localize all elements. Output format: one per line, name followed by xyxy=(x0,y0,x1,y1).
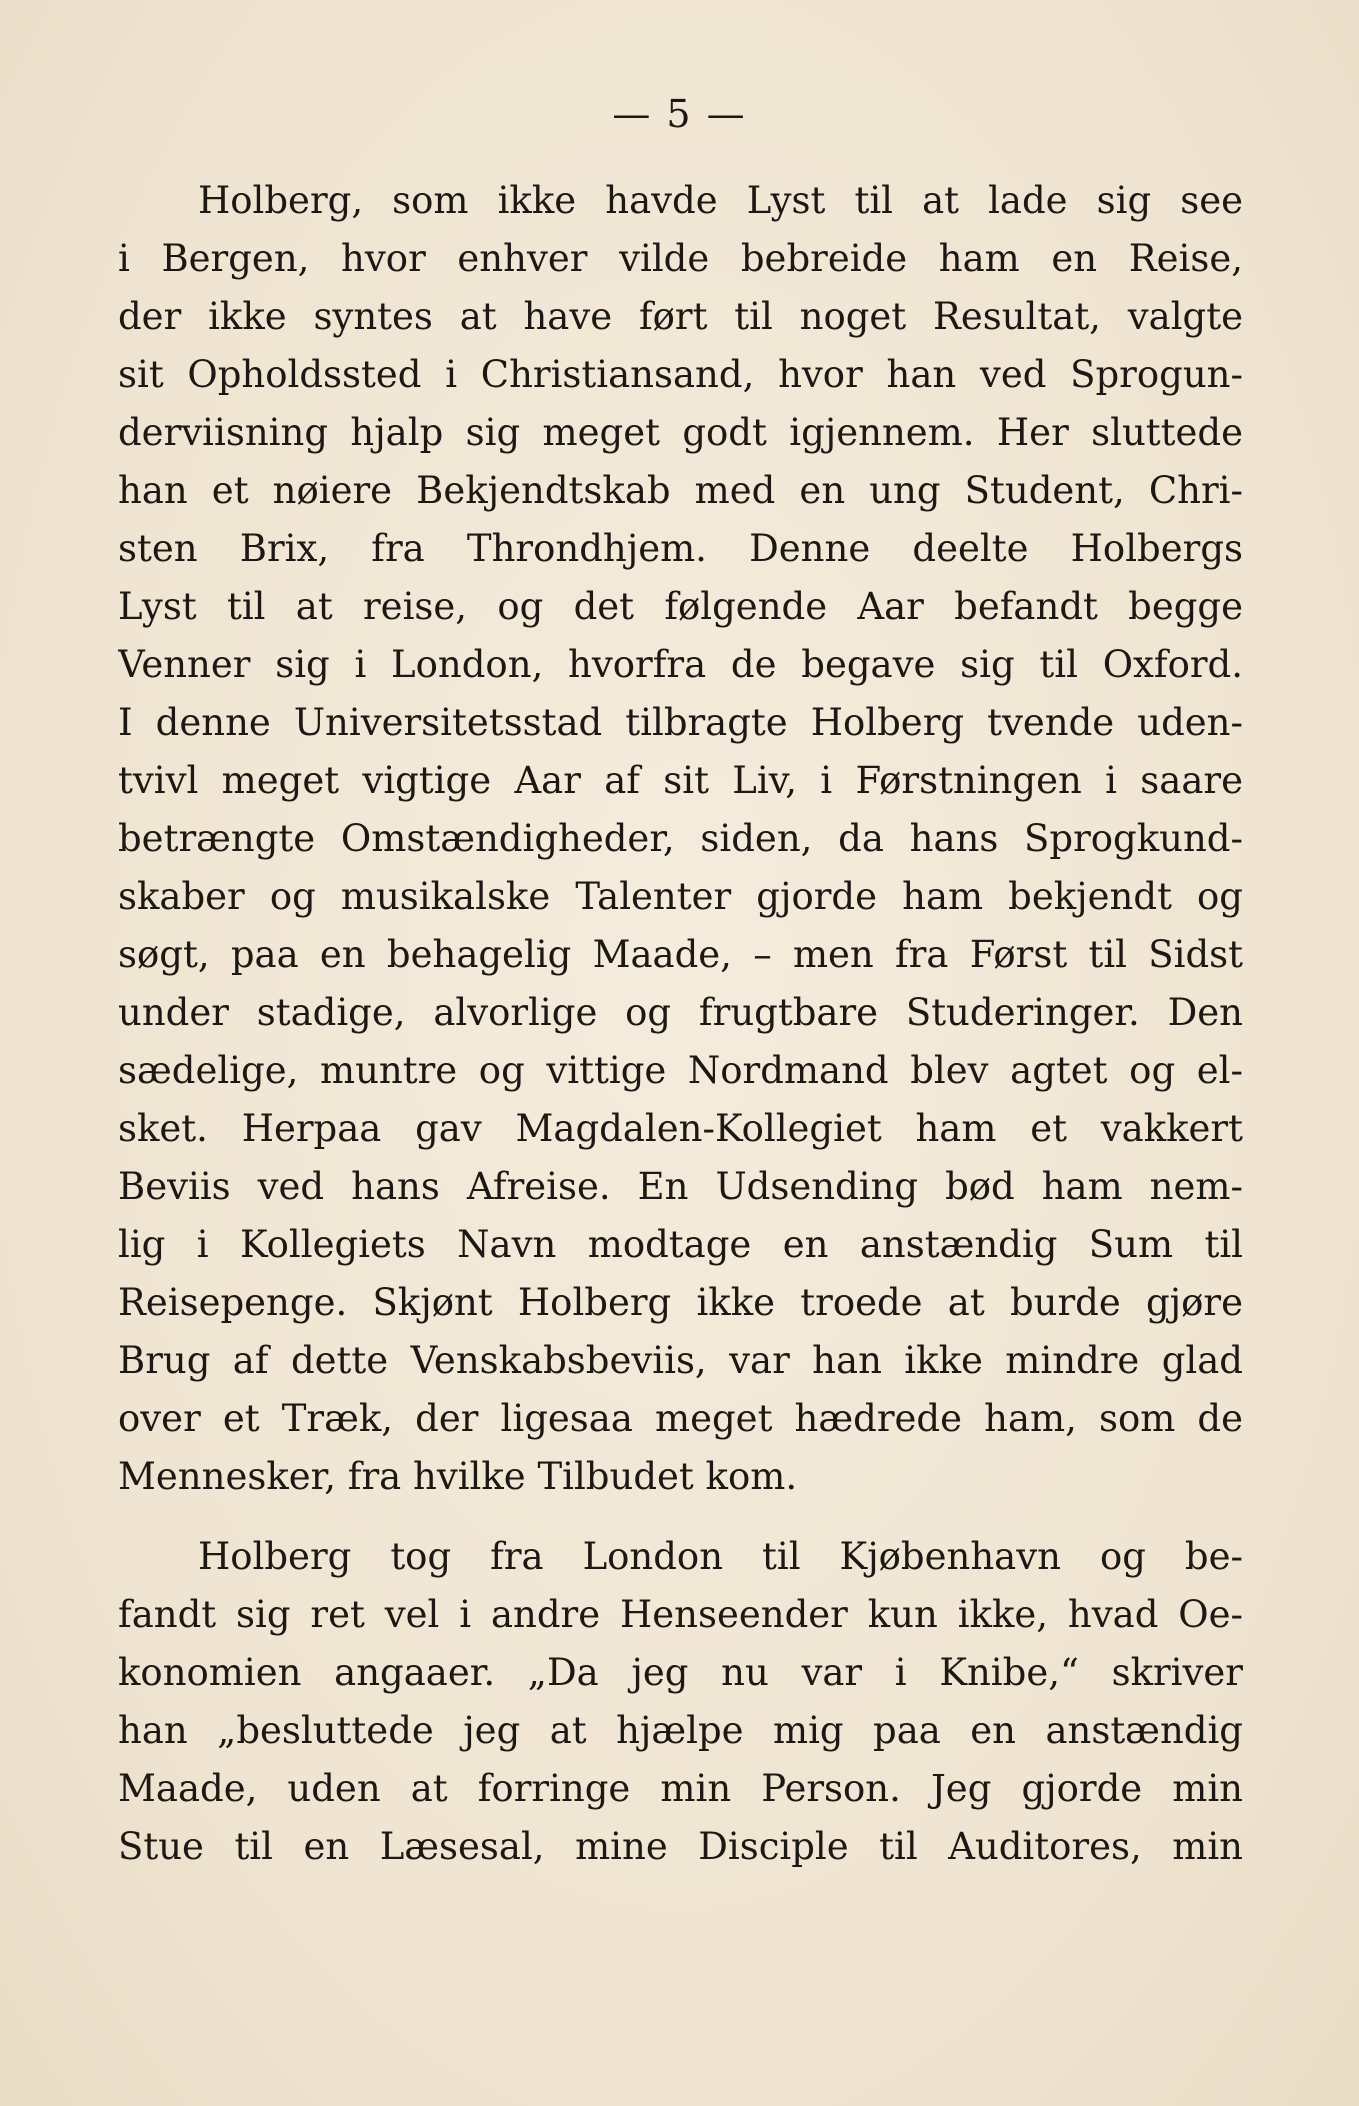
text-line: sket. Herpaa gav Magdalen-Kollegiet ham et vakkert xyxy=(118,1107,1243,1150)
text-line: Brug af dette Venskabsbeviis, var han ikke mindre glad xyxy=(118,1339,1243,1382)
text-line: Venner sig i London, hvorfra de begave sig til Oxford. xyxy=(118,643,1243,686)
body-text xyxy=(118,172,1243,1876)
text-line: søgt, paa en behagelig Maade, – men fra Først til Sidst xyxy=(118,933,1243,976)
text-line: lig i Kollegiets Navn modtage en anstændig Sum til xyxy=(118,1223,1243,1266)
text-line: sit Opholdssted i Christiansand, hvor han ved Sprogun- xyxy=(118,353,1243,396)
paragraph-1 xyxy=(118,172,1243,1506)
text-line: konomien angaaer. „Da jeg nu var i Knibe,“ skriver xyxy=(118,1651,1243,1694)
text-line: Holberg, som ikke havde Lyst til at lade sig see xyxy=(198,179,1243,222)
text-line: Holberg tog fra London til Kjøbenhavn og be- xyxy=(198,1535,1243,1578)
paragraph-2 xyxy=(118,1528,1243,1876)
text-line: over et Træk, der ligesaa meget hædrede ham, som de xyxy=(118,1397,1243,1440)
text-line: Reisepenge. Skjønt Holberg ikke troede at burde gjøre xyxy=(118,1281,1243,1324)
text-line: Beviis ved hans Afreise. En Udsending bød ham nem- xyxy=(118,1165,1243,1208)
page-number: — 5 — xyxy=(612,92,747,136)
text-line: Mennesker, fra hvilke Tilbudet kom. xyxy=(118,1455,798,1498)
text-line: Lyst til at reise, og det følgende Aar befandt begge xyxy=(118,585,1243,628)
text-line: under stadige, alvorlige og frugtbare Studeringer. Den xyxy=(118,991,1243,1034)
text-line: i Bergen, hvor enhver vilde bebreide ham en Reise, xyxy=(118,237,1243,280)
text-line: Stue til en Læsesal, mine Disciple til Auditores, min xyxy=(118,1825,1243,1868)
text-line: sædelige, muntre og vittige Nordmand blev agtet og el- xyxy=(118,1049,1243,1092)
text-line: sten Brix, fra Throndhjem. Denne deelte Holbergs xyxy=(118,527,1243,570)
text-line: derviisning hjalp sig meget godt igjennem. Her sluttede xyxy=(118,411,1243,454)
text-line: han „besluttede jeg at hjælpe mig paa en anstændig xyxy=(118,1709,1243,1752)
text-line: Maade, uden at forringe min Person. Jeg gjorde min xyxy=(118,1767,1243,1810)
text-line: skaber og musikalske Talenter gjorde ham bekjendt og xyxy=(118,875,1243,918)
text-line: der ikke syntes at have ført til noget Resultat, valgte xyxy=(118,295,1243,338)
text-line: I denne Universitetsstad tilbragte Holberg tvende uden- xyxy=(118,701,1243,744)
text-line: tvivl meget vigtige Aar af sit Liv, i Førstningen i saare xyxy=(118,759,1243,802)
text-line: betrængte Omstændigheder, siden, da hans Sprogkund- xyxy=(118,817,1243,860)
text-line: han et nøiere Bekjendtskab med en ung Student, Chri- xyxy=(118,469,1243,512)
text-line: fandt sig ret vel i andre Henseender kun ikke, hvad Oe- xyxy=(118,1593,1243,1636)
